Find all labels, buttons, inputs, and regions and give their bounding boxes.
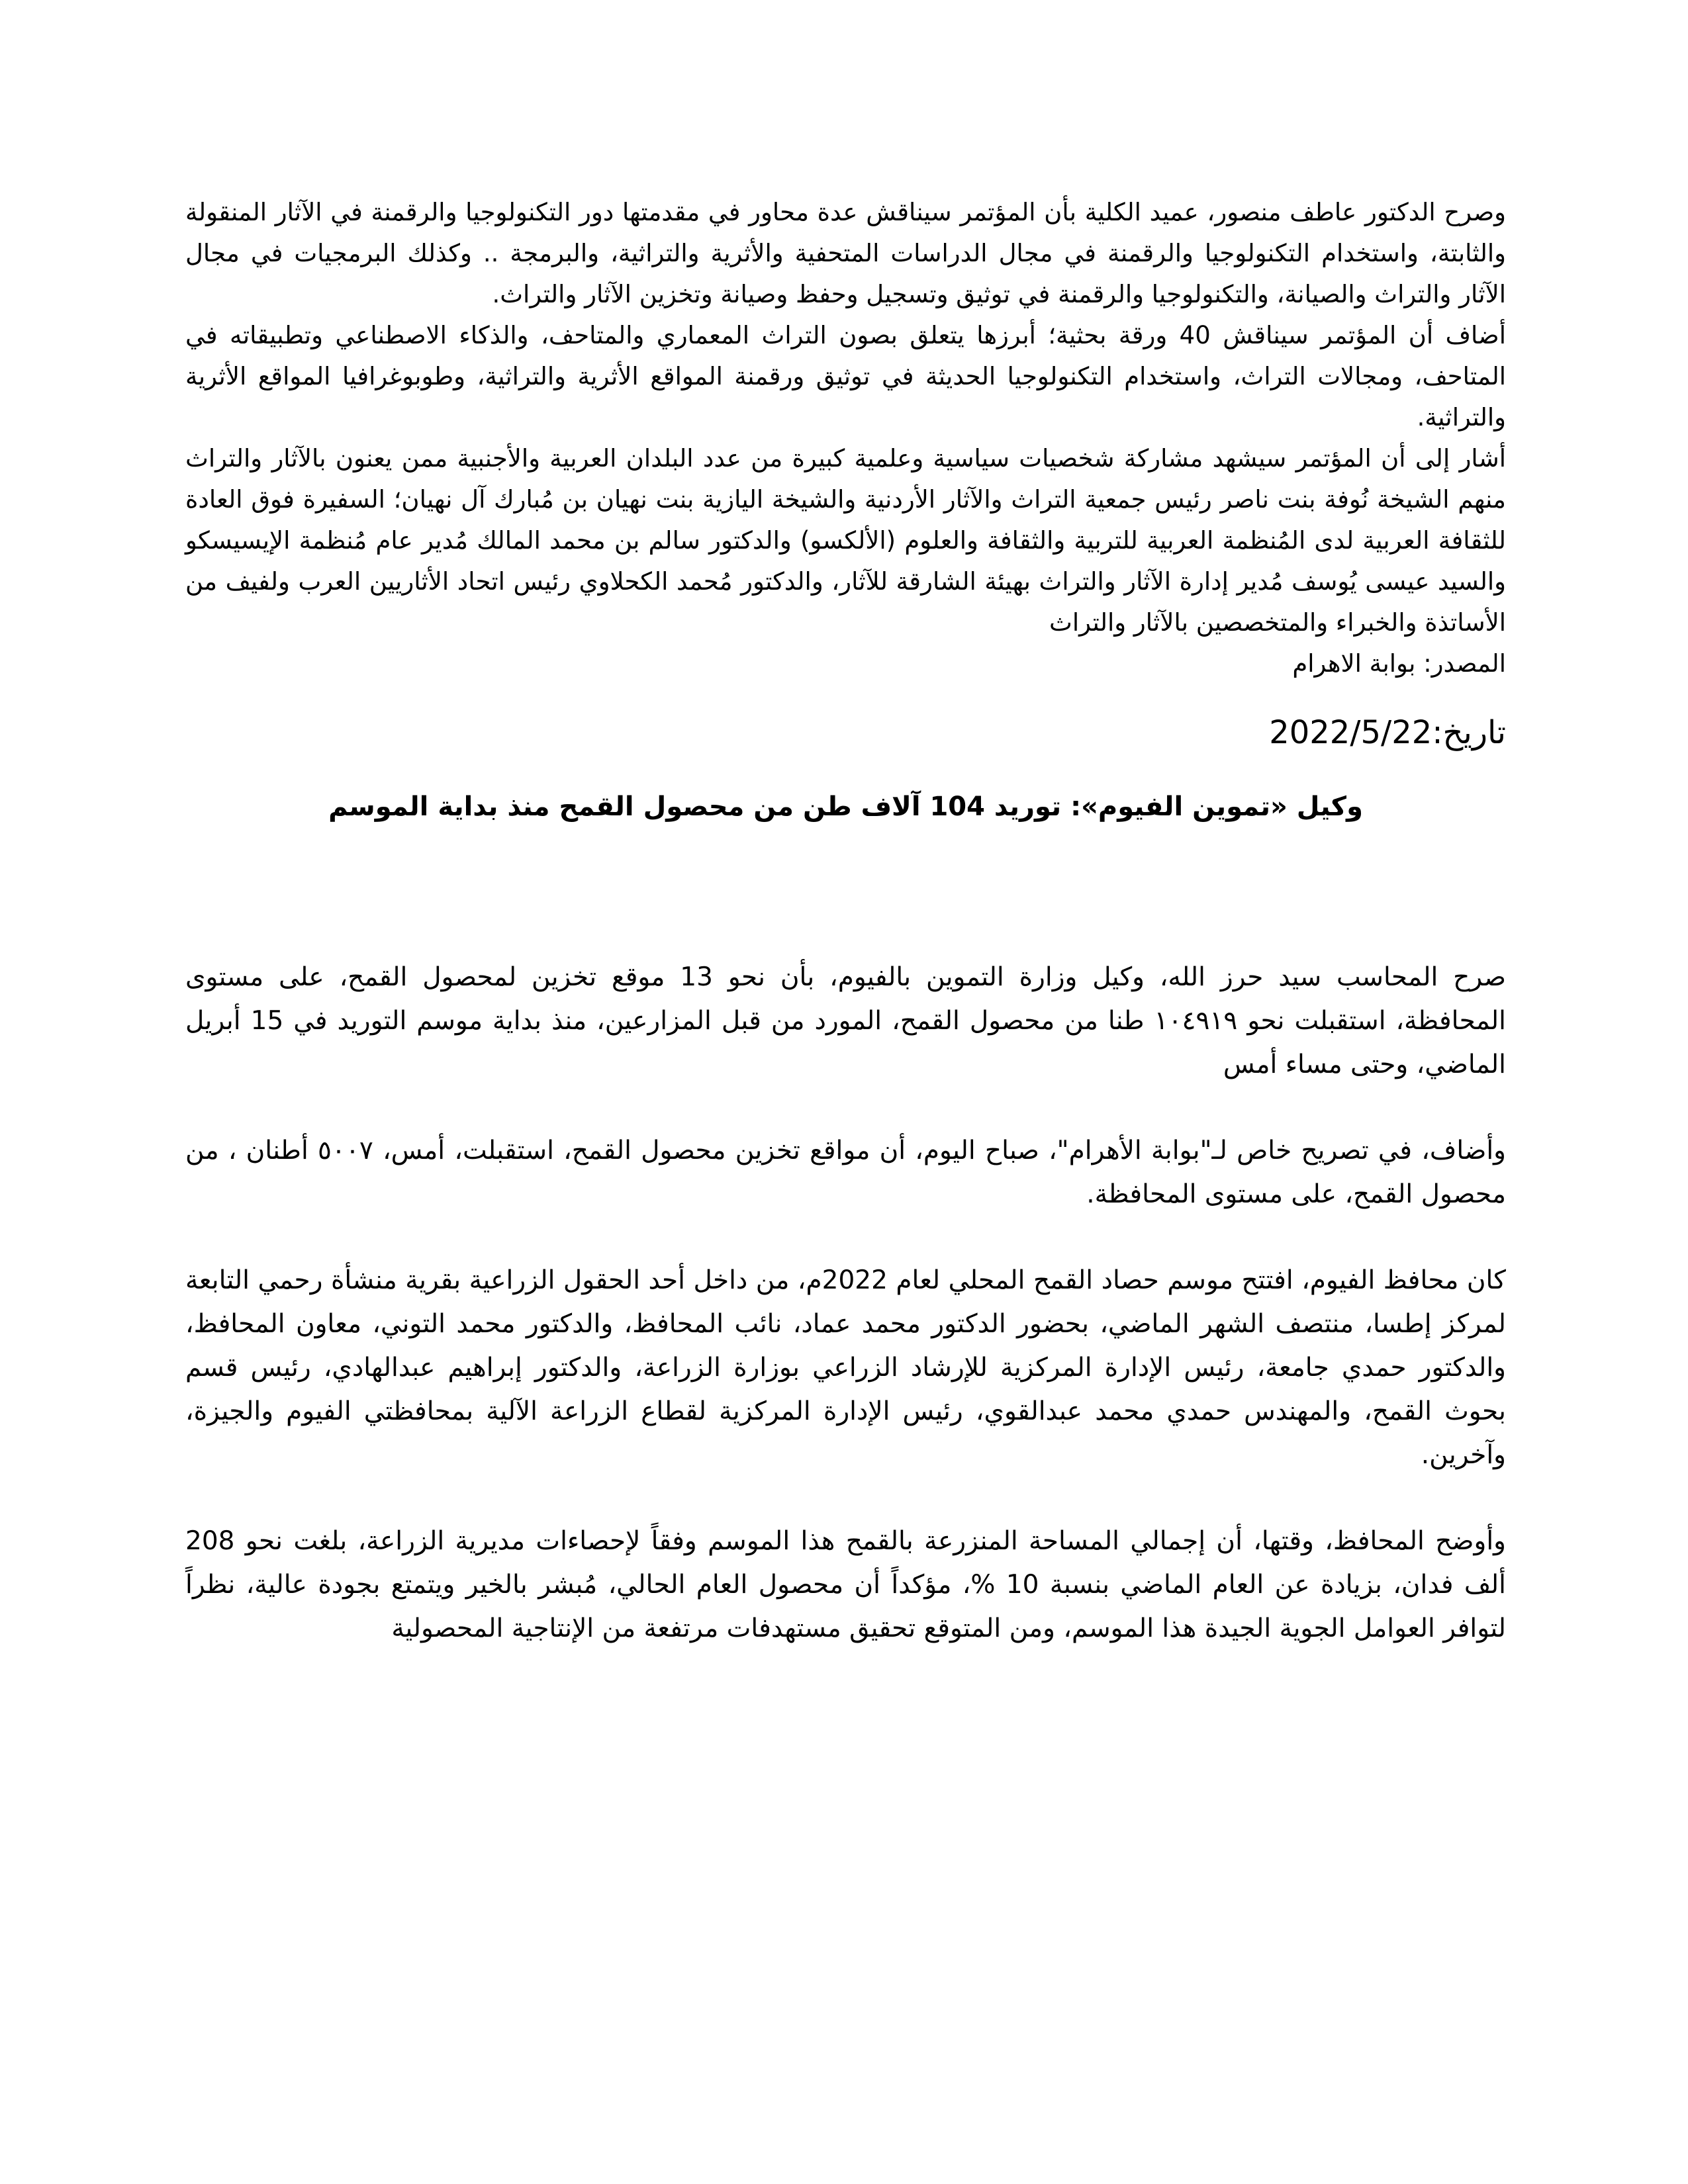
document-page [185, 192, 1506, 1693]
article-paragraph-harvest-opening: كان محافظ الفيوم، افتتح موسم حصاد القمح المحلي لعام 2022م، من داخل أحد الحقول الزراعية بقرية منشأة رحمي التابعة لمركز إطسا، منتصف الشهر الماضي، بحضور الدكتور محمد عماد، نائب المحافظ، والدكتور محمد التوني، معاون المحافظ، والدكتور حمدي جامعة، رئيس الإدارة المركزية للإرشاد الزراعي بوزارة الزراعة، والدكتور إبراهيم عبدالهادي، رئيس قسم بحوث القمح، والمهندس حمدي محمد عبدالقوي، رئيس الإدارة المركزية لقطاع الزراعة الآلية بمحافظتي الفيوم والجيزة، وآخرين. [185, 1265, 1506, 1470]
intro-section [185, 192, 1506, 684]
article-paragraph-cultivated-area: وأوضح المحافظ، وقتها، أن إجمالي المساحة المنزرعة بالقمح هذا الموسم وفقاً لإحصاءات مديرية الزراعة، بلغت نحو 208 ألف فدان، بزيادة عن العام الماضي بنسبة 10 %، مؤكداً أن محصول العام الحالي، مُبشر بالخير ويتمتع بجودة عالية، نظراً لتوافر العوامل الجوية الجيدة هذا الموسم، ومن المتوقع تحقيق مستهدفات مرتفعة من الإنتاجية المحصولية [185, 1526, 1506, 1643]
source-line: المصدر: بوابة الاهرام [1292, 649, 1506, 678]
intro-paragraph-conference-axes: وصرح الدكتور عاطف منصور، عميد الكلية بأن المؤتمر سيناقش عدة محاور في مقدمتها دور التكنولوجيا والرقمنة في الآثار المنقولة والثابتة، واستخدام التكنولوجيا والرقمنة في مجال الدراسات المتحفية والأثرية والتراثية، والبرمجة .. وكذلك البرمجيات في مجال الآثار والتراث والصيانة، والتكنولوجيا والرقمنة في توثيق وتسجيل وحفظ وصيانة وتخزين الآثار والتراث. [185, 198, 1506, 308]
date-line: تاريخ:2022/5/22 [1269, 714, 1506, 751]
article-body [185, 956, 1506, 1651]
intro-paragraph-participants: أشار إلى أن المؤتمر سيشهد مشاركة شخصيات سياسية وعلمية كبيرة من عدد البلدان العربية والأجنبية ممن يعنون بالآثار والتراث منهم الشيخة نُوفة بنت ناصر رئيس جمعية التراث والآثار الأردنية والشيخة اليازية بنت نهيان بن مُبارك آل نهيان؛ السفيرة فوق العادة للثقافة العربية لدى المُنظمة العربية للتربية والثقافة والعلوم (الألكسو) والدكتور سالم بن محمد المالك مُدير عام مُنظمة الإيسيسكو والسيد عيسى يُوسف مُدير إدارة الآثار والتراث بهيئة الشارقة للآثار، والدكتور مُحمد الكحلاوي رئيس اتحاد الأثاريين العرب ولفيف من الأساتذة والخبراء والمتخصصين بالآثار والتراث [185, 444, 1506, 637]
article-paragraph-storage-sites: صرح المحاسب سيد حرز الله، وكيل وزارة التموين بالفيوم، بأن نحو 13 موقع تخزين لمحصول القمح، على مستوى المحافظة، استقبلت نحو ١٠٤٩١٩ طنا من محصول القمح، المورد من قبل المزارعين، منذ بداية موسم التوريد في 15 أبريل الماضي، وحتى مساء أمس [185, 962, 1507, 1079]
article-headline: وكيل «تموين الفيوم»: توريد 104 آلاف طن من محصول القمح منذ بداية الموسم [328, 792, 1363, 822]
article-paragraph-daily-receipts: وأضاف، في تصريح خاص لـ"بوابة الأهرام"، صباح اليوم، أن مواقع تخزين محصول القمح، استقبلت، أمس، ٥٠٠٧ أطنان ، من محصول القمح، على مستوى المحافظة. [185, 1136, 1506, 1209]
intro-paragraph-research-papers: أضاف أن المؤتمر سيناقش 40 ورقة بحثية؛ أبرزها يتعلق بصون التراث المعماري والمتاحف، والذكاء الاصطناعي وتطبيقاته في المتاحف، ومجالات التراث، واستخدام التكنولوجيا الحديثة في توثيق ورقمنة المواقع الأثرية والتراثية، وطوبوغرافيا المواقع الأثرية والتراثية. [185, 321, 1506, 432]
